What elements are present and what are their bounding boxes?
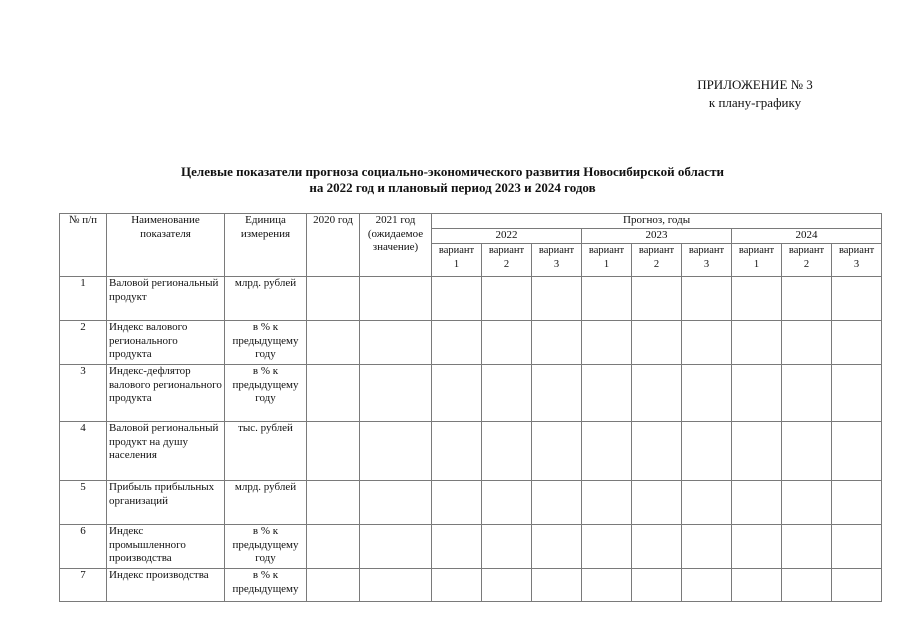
value-cell [482,321,532,365]
value-cell [682,277,732,321]
header-variant-2022-3 [532,244,582,277]
variant-word: вариант [638,245,675,256]
value-cell [360,321,432,365]
value-cell [632,525,682,569]
value-cell [360,481,432,525]
value-cell [532,481,582,525]
value-cell [432,569,482,602]
value-cell [307,321,360,365]
value-cell [532,277,582,321]
header-variant-2024-3 [832,244,882,277]
value-cell [360,525,432,569]
value-cell [782,525,832,569]
value-cell [832,365,882,422]
value-cell [582,365,632,422]
value-cell [582,321,632,365]
value-cell [632,365,682,422]
value-cell [782,481,832,525]
value-cell [432,365,482,422]
appendix-number: ПРИЛОЖЕНИЕ № 3 [697,77,813,92]
header-name: Наименование показателя [107,214,225,277]
value-cell [832,422,882,481]
value-cell [532,569,582,602]
value-cell [782,277,832,321]
header-year-2023: 2023 [582,229,732,244]
header-unit: Единица измерения [225,214,307,277]
row-number: 7 [60,569,107,602]
document-title-line-2: на 2022 год и плановый период 2023 и 2024 годов [309,180,596,195]
indicator-unit: млрд. рублей [225,481,307,525]
value-cell [632,569,682,602]
value-cell [682,365,732,422]
value-cell [307,569,360,602]
value-cell [832,481,882,525]
value-cell [832,321,882,365]
document-title-line-1: Целевые показатели прогноза социально-экономического развития Новосибирской области [181,164,724,179]
variant-number: 3 [553,258,560,270]
value-cell [482,277,532,321]
indicator-name: Индекс промышленного производства [107,525,225,569]
indicator-unit: тыс. рублей [225,422,307,481]
appendix-label [600,76,905,112]
variant-word: вариант [788,245,825,256]
indicator-unit: в % к предыдущему [225,569,307,602]
indicator-name: Прибыль прибыльных организаций [107,481,225,525]
variant-word: вариант [538,245,575,256]
value-cell [582,422,632,481]
value-cell [782,422,832,481]
row-number: 1 [60,277,107,321]
value-cell [732,365,782,422]
table-row [60,481,882,525]
value-cell [532,525,582,569]
header-forecast: Прогноз, годы [432,214,882,229]
value-cell [307,277,360,321]
variant-word: вариант [438,245,475,256]
value-cell [732,481,782,525]
header-variant-2022-1 [432,244,482,277]
value-cell [682,525,732,569]
variant-number: 1 [603,258,610,270]
value-cell [307,525,360,569]
header-2021: 2021 год (ожидаемое значение) [360,214,432,277]
variant-number: 2 [803,258,810,270]
indicator-name: Индекс-дефлятор валового регионального продукта [107,365,225,422]
appendix-reference: к плану-графику [708,95,802,110]
table-row [60,321,882,365]
header-num: № п/п [60,214,107,277]
value-cell [532,365,582,422]
value-cell [682,422,732,481]
row-number: 4 [60,422,107,481]
value-cell [360,569,432,602]
variant-number: 3 [703,258,710,270]
value-cell [682,481,732,525]
value-cell [732,569,782,602]
variant-word: вариант [588,245,625,256]
indicator-unit: в % к предыдущему году [225,525,307,569]
value-cell [732,525,782,569]
variant-number: 2 [503,258,510,270]
indicator-name: Индекс производства [107,569,225,602]
value-cell [582,277,632,321]
table-row [60,277,882,321]
value-cell [732,321,782,365]
document-title [0,164,905,196]
value-cell [832,525,882,569]
value-cell [682,569,732,602]
header-year-2024: 2024 [732,229,882,244]
indicator-unit: млрд. рублей [225,277,307,321]
variant-word: вариант [738,245,775,256]
row-number: 2 [60,321,107,365]
value-cell [482,481,532,525]
value-cell [432,277,482,321]
table-row [60,569,882,602]
value-cell [482,569,532,602]
value-cell [632,422,682,481]
header-variant-2024-2 [782,244,832,277]
value-cell [582,525,632,569]
header-variant-2022-2 [482,244,532,277]
value-cell [732,422,782,481]
value-cell [632,481,682,525]
indicator-name: Валовой региональный продукт [107,277,225,321]
variant-number: 3 [853,258,860,270]
indicator-name: Валовой региональный продукт на душу населения [107,422,225,481]
row-number: 3 [60,365,107,422]
value-cell [307,481,360,525]
value-cell [482,365,532,422]
value-cell [482,525,532,569]
variant-word: вариант [488,245,525,256]
header-year-2022: 2022 [432,229,582,244]
value-cell [782,569,832,602]
value-cell [307,422,360,481]
variant-word: вариант [838,245,875,256]
value-cell [582,569,632,602]
value-cell [532,321,582,365]
value-cell [360,422,432,481]
table-row [60,422,882,481]
value-cell [532,422,582,481]
row-number: 6 [60,525,107,569]
indicator-unit: в % к предыдущему году [225,365,307,422]
indicator-unit: в % к предыдущему году [225,321,307,365]
table-row [60,365,882,422]
value-cell [582,481,632,525]
value-cell [360,277,432,321]
indicators-table [59,213,882,602]
variant-number: 2 [653,258,660,270]
variant-number: 1 [453,258,460,270]
value-cell [360,365,432,422]
header-variant-2023-3 [682,244,732,277]
variant-word: вариант [688,245,725,256]
value-cell [432,481,482,525]
header-variant-2023-1 [582,244,632,277]
value-cell [632,277,682,321]
table-row [60,525,882,569]
value-cell [782,321,832,365]
header-2020: 2020 год [307,214,360,277]
value-cell [732,277,782,321]
value-cell [832,277,882,321]
indicator-name: Индекс валового регионального продукта [107,321,225,365]
value-cell [432,422,482,481]
header-variant-2023-2 [632,244,682,277]
header-variant-2024-1 [732,244,782,277]
value-cell [432,525,482,569]
value-cell [682,321,732,365]
value-cell [832,569,882,602]
value-cell [782,365,832,422]
value-cell [482,422,532,481]
row-number: 5 [60,481,107,525]
value-cell [632,321,682,365]
value-cell [307,365,360,422]
value-cell [432,321,482,365]
variant-number: 1 [753,258,760,270]
